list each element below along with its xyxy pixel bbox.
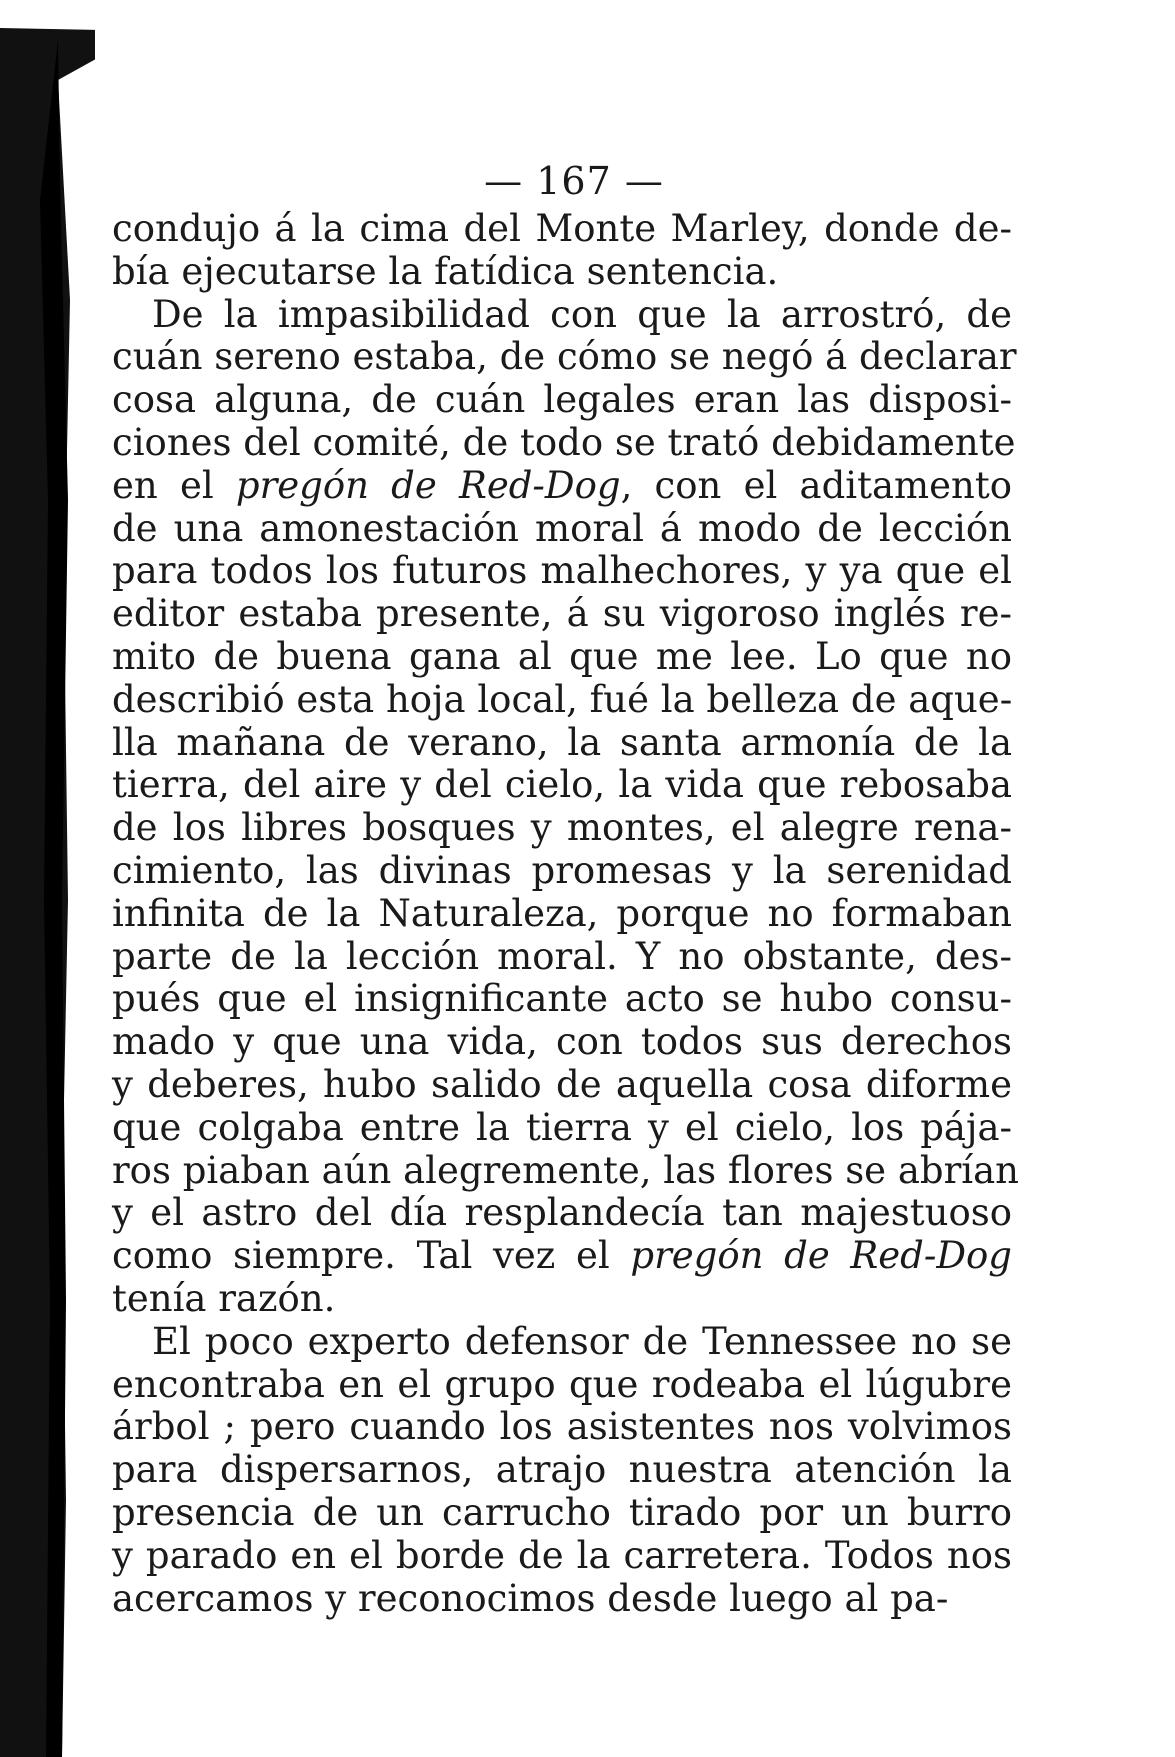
text-segment: mado y que una vida, con todos sus derechos xyxy=(112,1020,1012,1064)
text-line xyxy=(112,1321,1012,1364)
text-line xyxy=(112,1278,1012,1321)
text-line xyxy=(112,508,1012,551)
text-line xyxy=(112,294,1012,337)
text-segment: encontraba en el grupo que rodeaba el lúgubre xyxy=(112,1362,1012,1406)
text-line xyxy=(112,465,1012,508)
text-segment: bía ejecutarse la fatídica sentencia. xyxy=(112,249,779,293)
text-line xyxy=(112,893,1012,936)
text-line xyxy=(112,1235,1012,1278)
text-line xyxy=(112,807,1012,850)
text-line xyxy=(112,1064,1012,1107)
text-line xyxy=(112,1192,1012,1235)
text-line xyxy=(112,764,1012,807)
text-segment: parte de la lección moral. Y no obstante, des- xyxy=(112,934,1012,978)
page-number: — 167 — xyxy=(484,159,664,203)
text-segment: para todos los futuros malhechores, y ya que el xyxy=(112,549,1012,593)
text-line xyxy=(112,1021,1012,1064)
text-segment: en el xyxy=(112,463,236,507)
text-segment: como siempre. Tal vez el xyxy=(112,1234,631,1278)
text-segment: cuán sereno estaba, de cómo se negó á declarar xyxy=(112,335,1017,379)
text-line xyxy=(112,593,1012,636)
text-segment: árbol ; pero cuando los asistentes nos volvimos xyxy=(112,1405,1012,1449)
text-segment: y parado en el borde de la carretera. Todos nos xyxy=(112,1533,1012,1577)
text-segment: editor estaba presente, á su vigoroso inglés re- xyxy=(112,592,1012,636)
italic-title: pregón de Red-Dog xyxy=(235,463,621,507)
text-body xyxy=(112,207,1019,1620)
text-line xyxy=(112,1364,1012,1407)
text-segment: de una amonestación moral á modo de lección xyxy=(112,506,1012,550)
italic-title: pregón de Red-Dog xyxy=(630,1234,1012,1278)
text-line xyxy=(112,1449,1012,1492)
text-segment: cosa alguna, de cuán legales eran las disposi- xyxy=(112,378,1012,422)
text-segment: de los libres bosques y montes, el alegre rena- xyxy=(112,806,1012,850)
text-segment: ciones del comité, de todo se trató debidamente xyxy=(112,420,1016,464)
text-line xyxy=(112,251,1012,294)
text-segment: infinita de la Naturaleza, porque no formaban xyxy=(112,891,1012,935)
text-segment: , con el aditamento xyxy=(620,463,1012,507)
text-segment: De la impasibilidad con que la arrostró, de xyxy=(152,292,1012,336)
paragraph xyxy=(112,1321,1012,1621)
text-segment: El poco experto defensor de Tennessee no se xyxy=(152,1319,1012,1363)
text-segment: lla mañana de verano, la santa armonía de la xyxy=(112,720,1012,764)
text-line xyxy=(112,1148,1019,1193)
text-segment: condujo á la cima del Monte Marley, donde de- xyxy=(112,207,1012,250)
paragraph xyxy=(112,208,1012,294)
binding-shadow xyxy=(0,0,95,1757)
text-segment: que colgaba entre la tierra y el cielo, los pája- xyxy=(112,1105,1012,1149)
book-page xyxy=(112,159,1019,1620)
text-line xyxy=(112,722,1012,765)
text-segment: cimiento, las divinas promesas y la serenidad xyxy=(112,848,1012,892)
text-segment: y el astro del día resplandecía tan majestuoso xyxy=(112,1191,1012,1235)
text-line xyxy=(112,978,1012,1021)
text-line xyxy=(112,1107,1012,1150)
text-segment: tierra, del aire y del cielo, la vida que rebosaba xyxy=(112,763,1012,807)
text-line xyxy=(112,850,1012,893)
text-segment: y deberes, hubo salido de aquella cosa diforme xyxy=(112,1062,1012,1106)
text-line xyxy=(112,335,1017,379)
text-segment: para dispersarnos, atrajo nuestra atención la xyxy=(112,1448,1012,1492)
text-line xyxy=(112,936,1012,979)
text-segment: ros piaban aún alegremente, las flores se abrían xyxy=(112,1148,1019,1192)
text-line xyxy=(112,1535,1012,1578)
text-segment: describió esta hoja local, fué la belleza de aque- xyxy=(112,677,1013,721)
text-line xyxy=(112,1492,1012,1535)
text-line xyxy=(112,1578,1012,1621)
text-segment: tenía razón. xyxy=(112,1276,336,1320)
text-line xyxy=(112,636,1012,679)
text-line xyxy=(112,1406,1012,1449)
paragraph xyxy=(112,292,1019,1321)
text-line xyxy=(112,420,1016,465)
text-segment: acercamos y reconocimos desde luego al pa- xyxy=(112,1576,949,1620)
text-segment: mito de buena gana al que me lee. Lo que no xyxy=(112,634,1012,678)
text-segment: presencia de un carrucho tirado por un burro xyxy=(112,1490,1012,1534)
text-line xyxy=(112,679,1012,722)
text-line xyxy=(112,208,1012,251)
text-line xyxy=(112,379,1012,422)
text-line xyxy=(112,550,1012,593)
text-segment: pués que el insignificante acto se hubo consu- xyxy=(112,977,1012,1021)
